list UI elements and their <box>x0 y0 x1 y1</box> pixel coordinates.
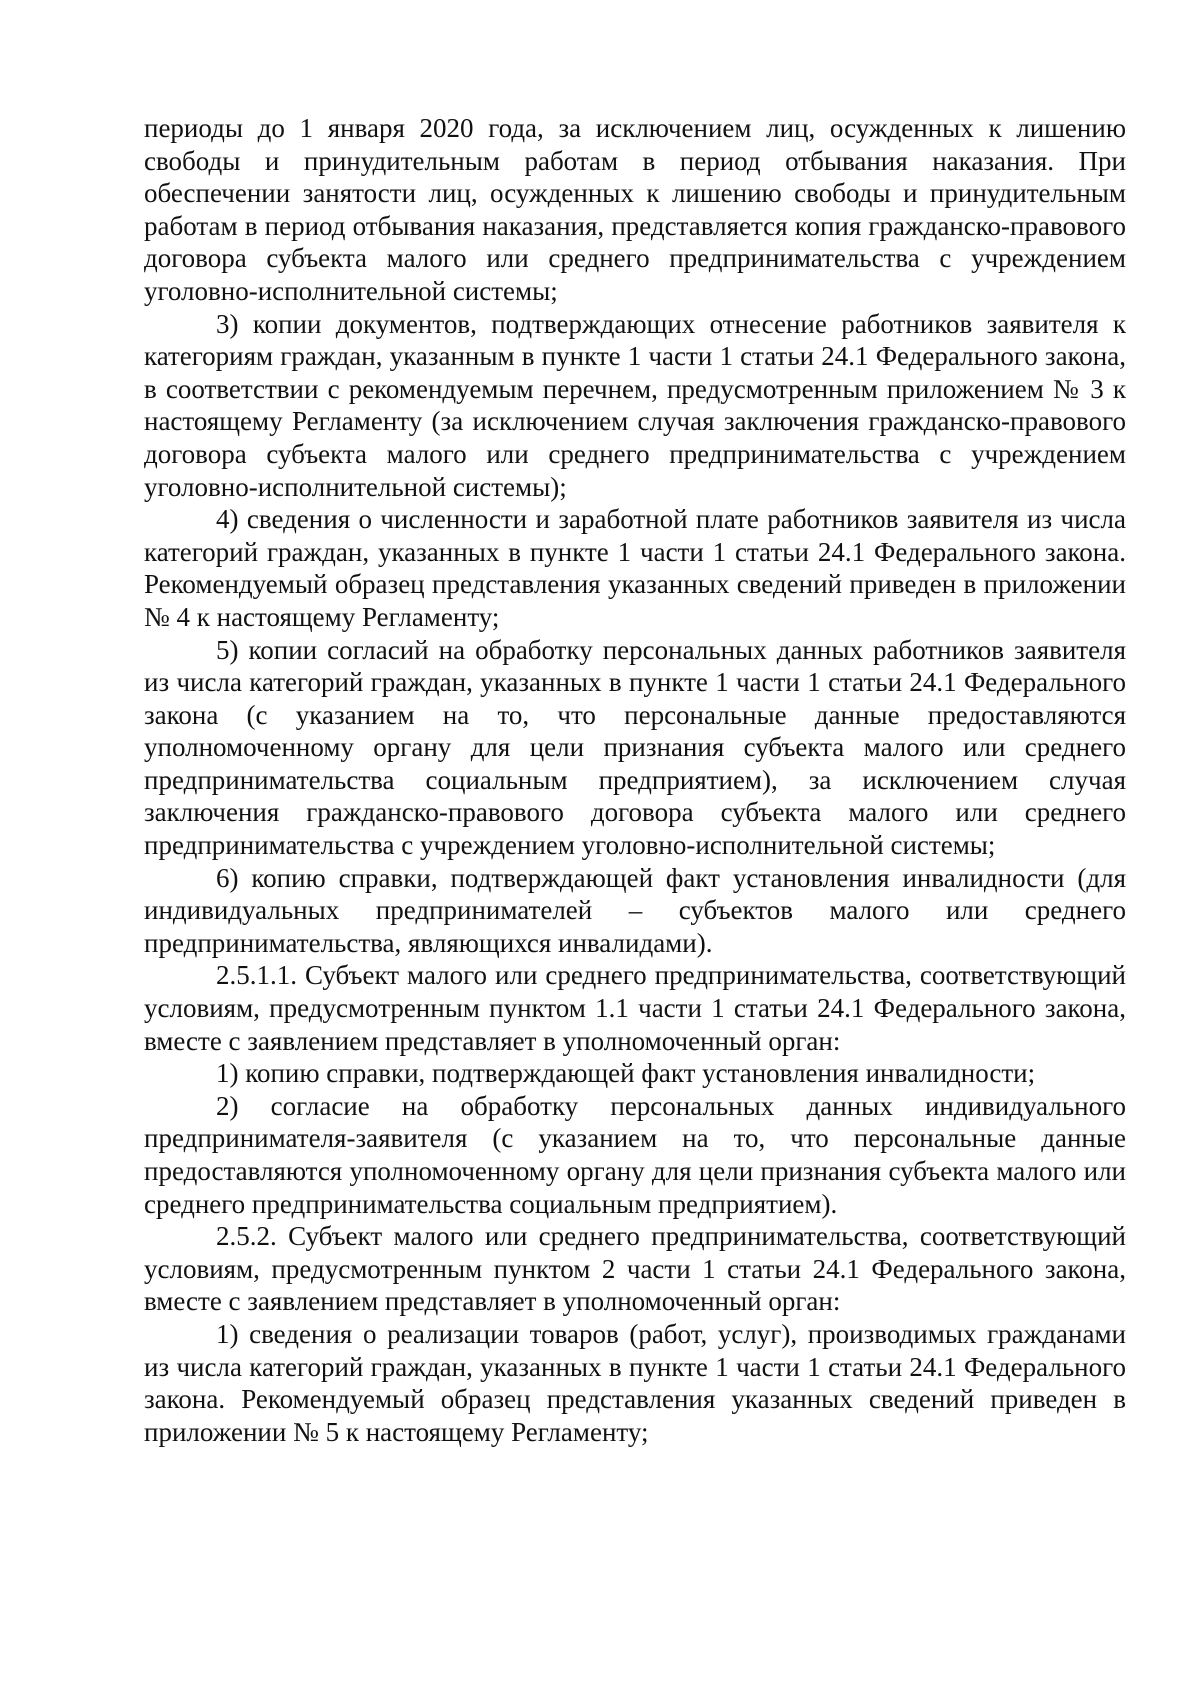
paragraph-2-5-2: 2.5.2. Субъект малого или среднего предпринимательства, соответствующий условиям, предусмотренным пунктом 2 части 1 статьи 24.1 Федерального закона, вместе с заявлением представляет в уполномоченный орган: <box>144 1221 1126 1317</box>
paragraph-item-6: 6) копию справки, подтверждающей факт установления инвалидности (для индивидуальных предпринимателей – субъектов малого или среднего предпринимательства, являющихся инвалидами). <box>144 862 1126 958</box>
paragraph-item-3: 3) копии документов, подтверждающих отнесение работников заявителя к категориям граждан, указанным в пункте 1 части 1 статьи 24.1 Федерального закона, в соответствии с рекомендуемым перечнем, предусмотренным приложением № 3 к настоящему Регламенту (за исключением случая заключения гражданско-правового договора субъекта малого или среднего предпринимательства с учреждением уголовно-исполнительной системы); <box>144 308 1126 502</box>
paragraph-item-4: 4) сведения о численности и заработной плате работников заявителя из числа категорий граждан, указанных в пункте 1 части 1 статьи 24.1 Федерального закона. Рекомендуемый образец представления указанных сведений приведен в приложении № 4 к настоящему Регламенту; <box>144 504 1126 632</box>
paragraph-2-5-1-1: 2.5.1.1. Субъект малого или среднего предпринимательства, соответствующий условиям, предусмотренным пунктом 1.1 части 1 статьи 24.1 Федерального закона, вместе с заявлением представляет в уполномоченный орган: <box>144 960 1126 1056</box>
paragraph-2-5-1-1-item-2: 2) согласие на обработку персональных данных индивидуального предпринимателя-заявителя (с указанием на то, что персональные данные предоставляются уполномоченному органу для цели признания субъекта малого или среднего предпринимательства социальным предприятием). <box>144 1090 1126 1219</box>
paragraph-2-5-1-1-item-1: 1) копию справки, подтверждающей факт установления инвалидности; <box>216 1058 1036 1089</box>
document-body <box>144 112 1126 1448</box>
paragraph-continuation: периоды до 1 января 2020 года, за исключением лиц, осужденных к лишению свободы и принудительным работам в период отбывания наказания. При обеспечении занятости лиц, осужденных к лишению свободы и принудительным работам в период отбывания наказания, представляется копия гражданско-правового договора субъекта малого или среднего предпринимательства с учреждением уголовно-исполнительной системы; <box>144 113 1126 306</box>
paragraph-item-5: 5) копии согласий на обработку персональных данных работников заявителя из числа категорий граждан, указанных в пункте 1 части 1 статьи 24.1 Федерального закона (с указанием на то, что персональные данные предоставляются уполномоченному органу для цели признания субъекта малого или среднего предпринимательства социальным предприятием), за исключением случая заключения гражданско-правового договора субъекта малого или среднего предпринимательства с учреждением уголовно-исполнительной системы; <box>144 634 1126 861</box>
paragraph-2-5-2-item-1: 1) сведения о реализации товаров (работ, услуг), производимых гражданами из числа категорий граждан, указанных в пункте 1 части 1 статьи 24.1 Федерального закона. Рекомендуемый образец представления указанных сведений приведен в приложении № 5 к настоящему Регламенту; <box>144 1318 1126 1447</box>
